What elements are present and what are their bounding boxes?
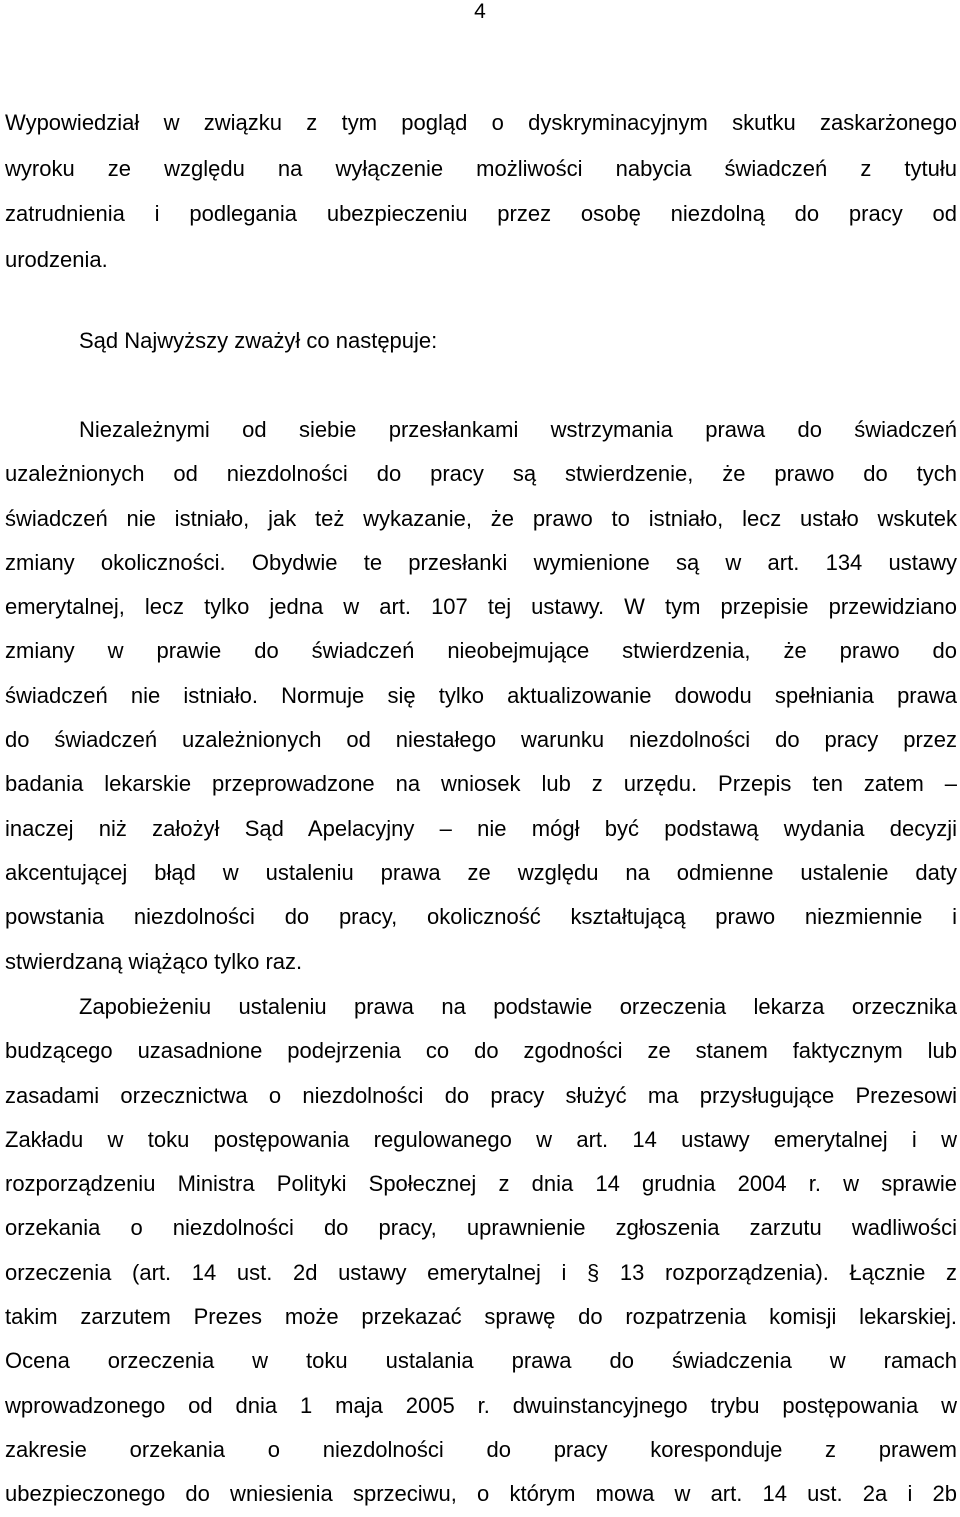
page-number: 4	[474, 0, 486, 23]
paragraph-objection	[5, 985, 957, 1517]
text-line: ubezpieczonego do wniesienia sprzeciwu, o którym mowa w art. 14 ust. 2a i 2b	[5, 1481, 957, 1507]
text-line: świadczeń nie istniało. Normuje się tylko aktualizowanie dowodu spełniania prawa	[5, 682, 957, 708]
text-line: urodzenia.	[5, 246, 108, 272]
text-line: uzależnionych od niezdolności do pracy są stwierdzenie, że prawo do tych	[5, 461, 957, 487]
text-line: Zakładu w toku postępowania regulowanego w art. 14 ustawy emerytalnej i w	[5, 1126, 957, 1152]
text-line: zmiany w prawie do świadczeń nieobejmujące stwierdzenia, że prawo do	[5, 638, 957, 664]
text-line: zatrudnienia i podlegania ubezpieczeniu przez osobę niezdolną do pracy od	[5, 201, 957, 226]
text-line: świadczeń nie istniało, jak też wykazanie, że prawo to istniało, lecz ustało wskutek	[5, 505, 957, 531]
paragraph-opinion	[5, 100, 957, 282]
text-line: emerytalnej, lecz tylko jedna w art. 107 tej ustawy. W tym przepisie przewidziano	[5, 594, 957, 620]
section-heading	[5, 318, 957, 363]
text-line: orzekania o niezdolności do pracy, uprawnienie zgłoszenia zarzutu wadliwości	[5, 1215, 957, 1241]
text-line: zmiany okoliczności. Obydwie te przesłanki wymienione są w art. 134 ustawy	[5, 549, 957, 575]
text-line: budzącego uzasadnione podejrzenia co do zgodności ze stanem faktycznym lub	[5, 1038, 957, 1064]
text-line: zasadami orzecznictwa o niezdolności do pracy służyć ma przysługujące Prezesowi	[5, 1082, 957, 1108]
text-line: Wypowiedział w związku z tym pogląd o dyskryminacyjnym skutku zaskarżonego	[5, 110, 957, 135]
text-line: powstania niezdolności do pracy, okoliczność kształtującą prawo niezmiennie i	[5, 904, 957, 930]
text-line: inaczej niż założył Sąd Apelacyjny – nie mógł być podstawą wydania decyzji	[5, 815, 957, 841]
text-line: Ocena orzeczenia w toku ustalania prawa do świadczenia w ramach	[5, 1348, 957, 1374]
text-line: badania lekarskie przeprowadzone na wniosek lub z urzędu. Przepis ten zatem –	[5, 771, 957, 797]
text-line: akcentującej błąd w ustaleniu prawa ze względu na odmienne ustalenie daty	[5, 859, 957, 885]
text-line: zakresie orzekania o niezdolności do pracy koresponduje z prawem	[5, 1436, 957, 1462]
text-line: do świadczeń uzależnionych od niestałego warunku niezdolności do pracy przez	[5, 727, 957, 753]
text-line: wyroku ze względu na wyłączenie możliwości nabycia świadczeń z tytułu	[5, 155, 957, 181]
text-line: orzeczenia (art. 14 ust. 2d ustawy emerytalnej i § 13 rozporządzenia). Łącznie z	[5, 1259, 957, 1285]
text-line: Zapobieżeniu ustaleniu prawa na podstawie orzeczenia lekarza orzecznika	[79, 994, 957, 1019]
text-line: wprowadzonego od dnia 1 maja 2005 r. dwuinstancyjnego trybu postępowania w	[5, 1392, 957, 1418]
heading-text: Sąd Najwyższy zważył co następuje:	[79, 328, 438, 353]
paragraph-reasoning	[5, 408, 957, 984]
text-line: Niezależnymi od siebie przesłankami wstrzymania prawa do świadczeń	[79, 417, 957, 442]
text-line: takim zarzutem Prezes może przekazać sprawę do rozpatrzenia komisji lekarskiej.	[5, 1304, 957, 1330]
text-line: stwierdzaną wiążąco tylko raz.	[5, 948, 303, 974]
text-line: rozporządzeniu Ministra Polityki Społecznej z dnia 14 grudnia 2004 r. w sprawie	[5, 1171, 957, 1197]
